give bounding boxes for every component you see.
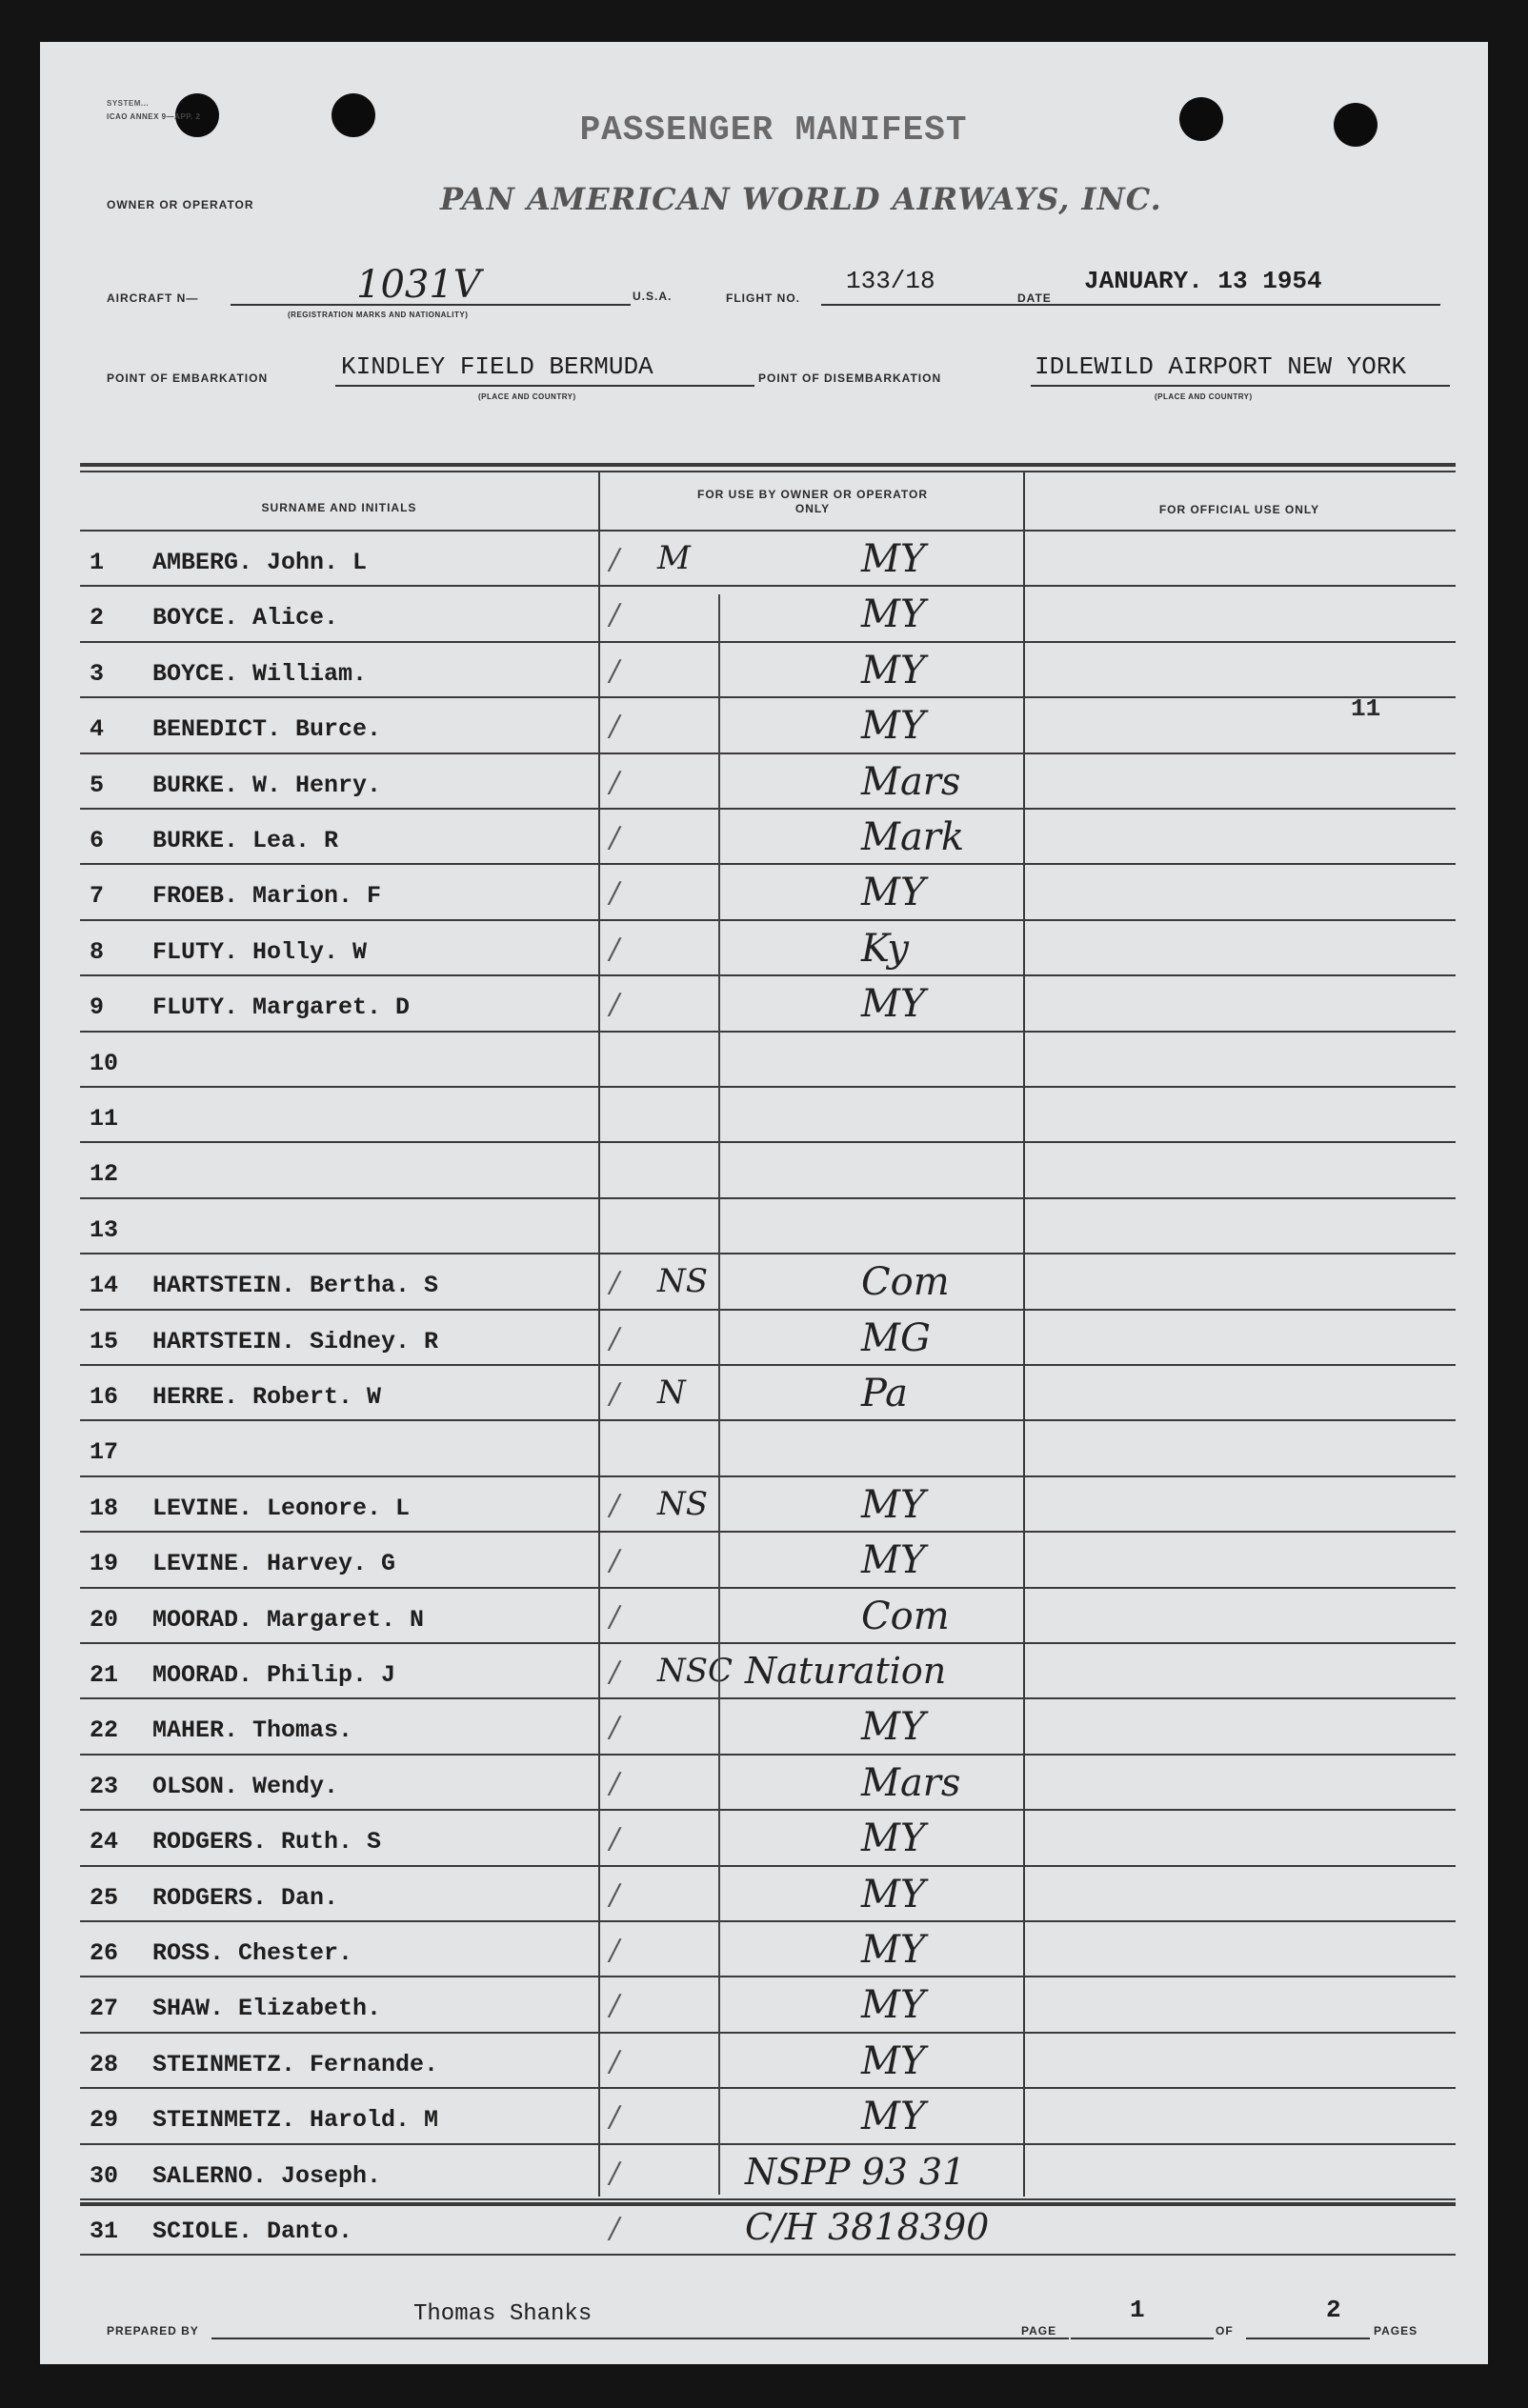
owner-mark: NSC <box>657 1652 734 1690</box>
check-mark-icon: / <box>610 2045 620 2078</box>
page-title: PASSENGER MANIFEST <box>579 110 968 150</box>
row-number: 8 <box>90 938 105 966</box>
check-mark-icon: / <box>610 1934 620 1967</box>
official-entry: 11 <box>1351 694 1381 723</box>
check-mark-icon: / <box>610 766 620 799</box>
check-mark-icon: / <box>610 654 620 688</box>
operator-note: NSPP 93 31 <box>745 2151 966 2193</box>
row-number: 22 <box>90 1716 119 1744</box>
row-rule <box>80 641 1456 643</box>
row-number: 28 <box>90 2051 119 2078</box>
aircraft-label: AIRCRAFT N— <box>107 291 199 305</box>
operator-note: MY <box>861 649 926 692</box>
row-rule <box>80 808 1456 810</box>
row-rule <box>80 1865 1456 1867</box>
embark-underline <box>335 385 754 387</box>
row-rule <box>80 1475 1456 1477</box>
check-mark-icon: / <box>610 1711 620 1744</box>
passenger-name: FLUTY. Margaret. D <box>152 993 411 1021</box>
check-mark-icon: / <box>610 1489 620 1522</box>
row-rule <box>80 2254 1456 2256</box>
check-mark-icon: / <box>610 598 620 632</box>
row-number: 12 <box>90 1160 119 1188</box>
row-number: 17 <box>90 1438 119 1466</box>
check-mark-icon: / <box>610 2100 620 2134</box>
row-rule <box>80 585 1456 587</box>
total-pages: 2 <box>1326 2296 1341 2324</box>
embark-value: KINDLEY FIELD BERMUDA <box>341 352 653 381</box>
check-mark-icon: / <box>610 1656 620 1689</box>
operator-note: Pa <box>861 1372 908 1415</box>
check-mark-icon: / <box>610 876 620 910</box>
row-number: 24 <box>90 1828 119 1856</box>
row-number: 15 <box>90 1328 119 1355</box>
row-rule <box>80 2143 1456 2145</box>
operator-note: MY <box>861 2039 926 2083</box>
passenger-name: BENEDICT. Burce. <box>152 715 382 743</box>
operator-note: MY <box>861 1928 926 1972</box>
operator-note: MY <box>861 537 926 581</box>
row-rule <box>80 1697 1456 1699</box>
column-divider <box>1023 472 1025 2197</box>
passenger-name: MOORAD. Margaret. N <box>152 1606 425 1634</box>
check-mark-icon: / <box>610 933 620 966</box>
row-number: 1 <box>90 549 105 576</box>
check-mark-icon: / <box>610 1377 620 1411</box>
col-official-header: FOR OFFICIAL USE ONLY <box>1158 503 1320 516</box>
passenger-name: STEINMETZ. Harold. M <box>152 2106 439 2134</box>
row-rule <box>80 1642 1456 1644</box>
passenger-name: MOORAD. Philip. J <box>152 1661 396 1689</box>
operator-note: MY <box>861 1983 926 2027</box>
row-number: 30 <box>90 2162 119 2190</box>
disembark-label: POINT OF DISEMBARKATION <box>758 371 942 385</box>
operator-note: MY <box>861 1538 926 1582</box>
row-number: 31 <box>90 2217 119 2245</box>
flight-value: 133/18 <box>846 267 935 295</box>
operator-note: MY <box>861 592 926 636</box>
header-rule <box>80 530 1456 532</box>
operator-note: Mars <box>861 1761 961 1805</box>
row-rule <box>80 1141 1456 1143</box>
row-rule <box>80 1364 1456 1366</box>
row-rule <box>80 1197 1456 1199</box>
operator-note: Com <box>861 1595 950 1638</box>
date-label: DATE <box>1017 291 1052 305</box>
passenger-name: RODGERS. Ruth. S <box>152 1828 382 1856</box>
operator-note: Mars <box>861 760 961 804</box>
passenger-name: SALERNO. Joseph. <box>152 2162 382 2190</box>
row-number: 11 <box>90 1105 119 1133</box>
check-mark-icon: / <box>610 2212 620 2245</box>
table-bottom-rule <box>80 2202 1456 2206</box>
passenger-name: FROEB. Marion. F <box>152 882 382 910</box>
owner-mark: M <box>657 539 691 577</box>
bracket-line <box>718 594 720 2195</box>
disembark-value: IDLEWILD AIRPORT NEW YORK <box>1035 352 1407 381</box>
date-value: JANUARY. 13 1954 <box>1084 267 1322 295</box>
passenger-name: AMBERG. John. L <box>152 549 368 576</box>
owner-label: OWNER OR OPERATOR <box>107 198 254 211</box>
owner-mark: NS <box>657 1262 709 1300</box>
passenger-name: HARTSTEIN. Bertha. S <box>152 1272 439 1299</box>
passenger-name: BURKE. Lea. R <box>152 827 339 854</box>
col-surname-header: SURNAME AND INITIALS <box>261 501 417 514</box>
check-mark-icon: / <box>610 2157 620 2190</box>
row-rule <box>80 2087 1456 2089</box>
operator-note: MY <box>861 1705 926 1749</box>
punch-hole <box>1334 103 1377 147</box>
check-mark-icon: / <box>610 710 620 743</box>
operator-note: C/H 3818390 <box>745 2206 990 2248</box>
prepared-label: PREPARED BY <box>107 2324 199 2338</box>
prepared-value: Thomas Shanks <box>413 2301 593 2327</box>
row-number: 9 <box>90 993 105 1021</box>
of-label: OF <box>1216 2324 1234 2338</box>
row-number: 13 <box>90 1216 119 1244</box>
table-top-rule <box>80 471 1456 472</box>
col-owner-use-header: FOR USE BY OWNER OR OPERATOR ONLY <box>696 488 929 515</box>
row-rule <box>80 1031 1456 1033</box>
operator-note: MY <box>861 1483 926 1527</box>
row-rule <box>80 696 1456 698</box>
operator-note: Com <box>861 1260 950 1304</box>
page-number: 1 <box>1130 2296 1145 2324</box>
check-mark-icon: / <box>610 988 620 1021</box>
owner-mark: N <box>657 1374 686 1412</box>
operator-note: Ky <box>861 927 909 971</box>
row-rule <box>80 1920 1456 1922</box>
form-code-line2: ICAO ANNEX 9—APP. 2 <box>107 112 201 121</box>
operator-note: MY <box>861 2095 926 2138</box>
operator-note: MY <box>861 982 926 1026</box>
row-rule <box>80 1419 1456 1421</box>
row-number: 20 <box>90 1606 119 1634</box>
row-number: 18 <box>90 1495 119 1522</box>
passenger-name: OLSON. Wendy. <box>152 1773 339 1800</box>
pages-label: PAGES <box>1374 2324 1418 2338</box>
disembark-underline <box>1031 385 1450 387</box>
page-underline <box>1071 2338 1214 2339</box>
row-rule <box>80 1086 1456 1088</box>
row-rule <box>80 863 1456 865</box>
check-mark-icon: / <box>610 1544 620 1577</box>
operator-note: Mark <box>861 815 965 859</box>
form-code-line1: SYSTEM... <box>107 99 150 108</box>
row-rule <box>80 1976 1456 1977</box>
check-mark-icon: / <box>610 1767 620 1800</box>
row-rule <box>80 1587 1456 1589</box>
row-rule <box>80 1531 1456 1533</box>
row-rule <box>80 1809 1456 1811</box>
passenger-name: LEVINE. Leonore. L <box>152 1495 411 1522</box>
embark-caption: (PLACE AND COUNTRY) <box>478 392 576 401</box>
row-number: 21 <box>90 1661 119 1689</box>
prepared-underline <box>211 2338 1069 2339</box>
row-rule <box>80 2032 1456 2034</box>
check-mark-icon: / <box>610 1266 620 1299</box>
check-mark-icon: / <box>610 821 620 854</box>
passenger-name: LEVINE. Harvey. G <box>152 1550 396 1577</box>
embark-label: POINT OF EMBARKATION <box>107 371 269 385</box>
table-top-rule <box>80 463 1456 467</box>
passenger-name: BOYCE. Alice. <box>152 604 339 632</box>
passenger-name: STEINMETZ. Fernande. <box>152 2051 439 2078</box>
passenger-name: HARTSTEIN. Sidney. R <box>152 1328 439 1355</box>
passenger-name: BURKE. W. Henry. <box>152 772 382 799</box>
column-divider <box>598 472 600 2197</box>
row-number: 16 <box>90 1383 119 1411</box>
row-rule <box>80 974 1456 976</box>
row-rule <box>80 1253 1456 1254</box>
disembark-caption: (PLACE AND COUNTRY) <box>1155 392 1253 401</box>
passenger-name: RODGERS. Dan. <box>152 1884 339 1912</box>
operator-note: MY <box>861 704 926 748</box>
row-rule <box>80 2198 1456 2200</box>
passenger-name: FLUTY. Holly. W <box>152 938 368 966</box>
check-mark-icon: / <box>610 543 620 576</box>
operator-note: MY <box>861 871 926 914</box>
row-rule <box>80 752 1456 754</box>
row-number: 3 <box>90 660 105 688</box>
passenger-name: ROSS. Chester. <box>152 1939 353 1967</box>
owner-value: PAN AMERICAN WORLD AIRWAYS, INC. <box>440 181 1162 217</box>
punch-hole <box>332 93 375 137</box>
row-rule <box>80 919 1456 921</box>
passenger-name: SCIOLE. Danto. <box>152 2217 353 2245</box>
owner-mark: NS <box>657 1485 709 1523</box>
passenger-name: HERRE. Robert. W <box>152 1383 382 1411</box>
row-rule <box>80 1754 1456 1756</box>
passenger-name: MAHER. Thomas. <box>152 1716 353 1744</box>
row-number: 4 <box>90 715 105 743</box>
operator-note: MY <box>861 1873 926 1916</box>
page-label: PAGE <box>1021 2324 1057 2338</box>
check-mark-icon: / <box>610 1878 620 1912</box>
passenger-name: SHAW. Elizabeth. <box>152 1995 382 2022</box>
row-number: 6 <box>90 827 105 854</box>
row-number: 7 <box>90 882 105 910</box>
row-number: 27 <box>90 1995 119 2022</box>
row-number: 23 <box>90 1773 119 1800</box>
check-mark-icon: / <box>610 1822 620 1856</box>
flight-label: FLIGHT NO. <box>726 291 800 305</box>
row-rule <box>80 1309 1456 1311</box>
row-number: 19 <box>90 1550 119 1577</box>
operator-note: MG <box>861 1316 931 1360</box>
row-number: 5 <box>90 772 105 799</box>
row-number: 26 <box>90 1939 119 1967</box>
operator-note: Naturation <box>745 1650 947 1692</box>
punch-hole <box>1179 97 1223 141</box>
usa-label: U.S.A. <box>633 290 673 303</box>
aircraft-value: 1031V <box>356 263 481 307</box>
registration-caption: (REGISTRATION MARKS AND NATIONALITY) <box>288 311 469 319</box>
manifest-sheet <box>40 42 1488 2364</box>
check-mark-icon: / <box>610 1600 620 1634</box>
row-number: 29 <box>90 2106 119 2134</box>
check-mark-icon: / <box>610 1322 620 1355</box>
of-underline <box>1246 2338 1370 2339</box>
row-number: 25 <box>90 1884 119 1912</box>
operator-note: MY <box>861 1816 926 1860</box>
row-number: 10 <box>90 1050 119 1077</box>
date-underline <box>1059 304 1440 306</box>
check-mark-icon: / <box>610 1989 620 2022</box>
row-number: 2 <box>90 604 105 632</box>
passenger-name: BOYCE. William. <box>152 660 368 688</box>
row-number: 14 <box>90 1272 119 1299</box>
